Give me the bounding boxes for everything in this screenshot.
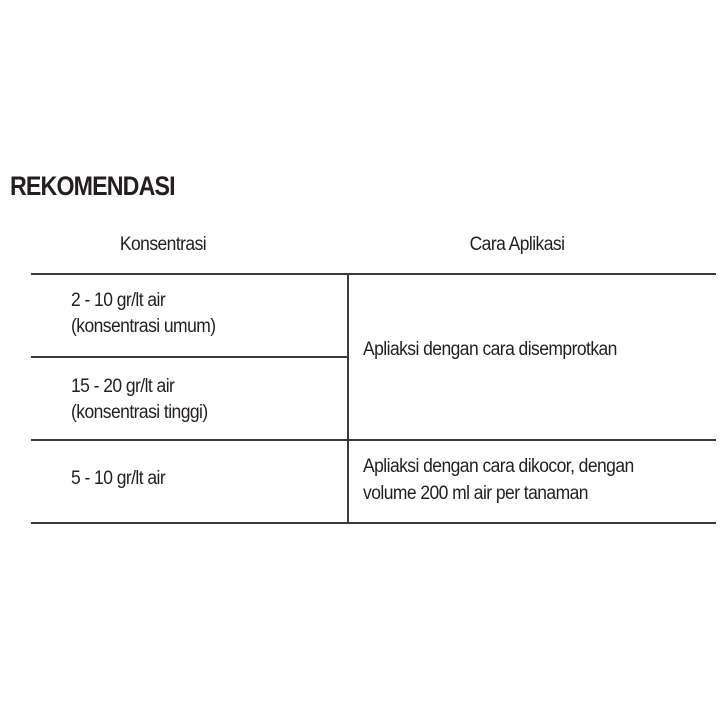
- table-top-rule: [31, 273, 716, 275]
- row-divider: [31, 439, 716, 441]
- table-bottom-rule: [31, 522, 716, 524]
- cell-aplikasi-kocor-line1: Apliaksi dengan cara dikocor, dengan: [363, 456, 634, 477]
- header-konsentrasi: Konsentrasi: [119, 234, 207, 255]
- cell-aplikasi-kocor-line2: volume 200 ml air per tanaman: [363, 483, 588, 504]
- cell-konsentrasi-2-line2: (konsentrasi tinggi): [71, 402, 208, 423]
- cell-konsentrasi-3: 5 - 10 gr/lt air: [71, 468, 166, 489]
- row-divider: [31, 356, 347, 358]
- header-cara-aplikasi: Cara Aplikasi: [469, 234, 565, 255]
- cell-konsentrasi-1-line1: 2 - 10 gr/lt air: [71, 290, 166, 311]
- cell-aplikasi-semprot: Apliaksi dengan cara disemprotkan: [363, 339, 617, 360]
- cell-konsentrasi-1-line2: (konsentrasi umum): [71, 316, 216, 337]
- column-divider: [347, 273, 349, 523]
- section-title: REKOMENDASI: [10, 171, 175, 201]
- cell-konsentrasi-2-line1: 15 - 20 gr/lt air: [71, 376, 175, 397]
